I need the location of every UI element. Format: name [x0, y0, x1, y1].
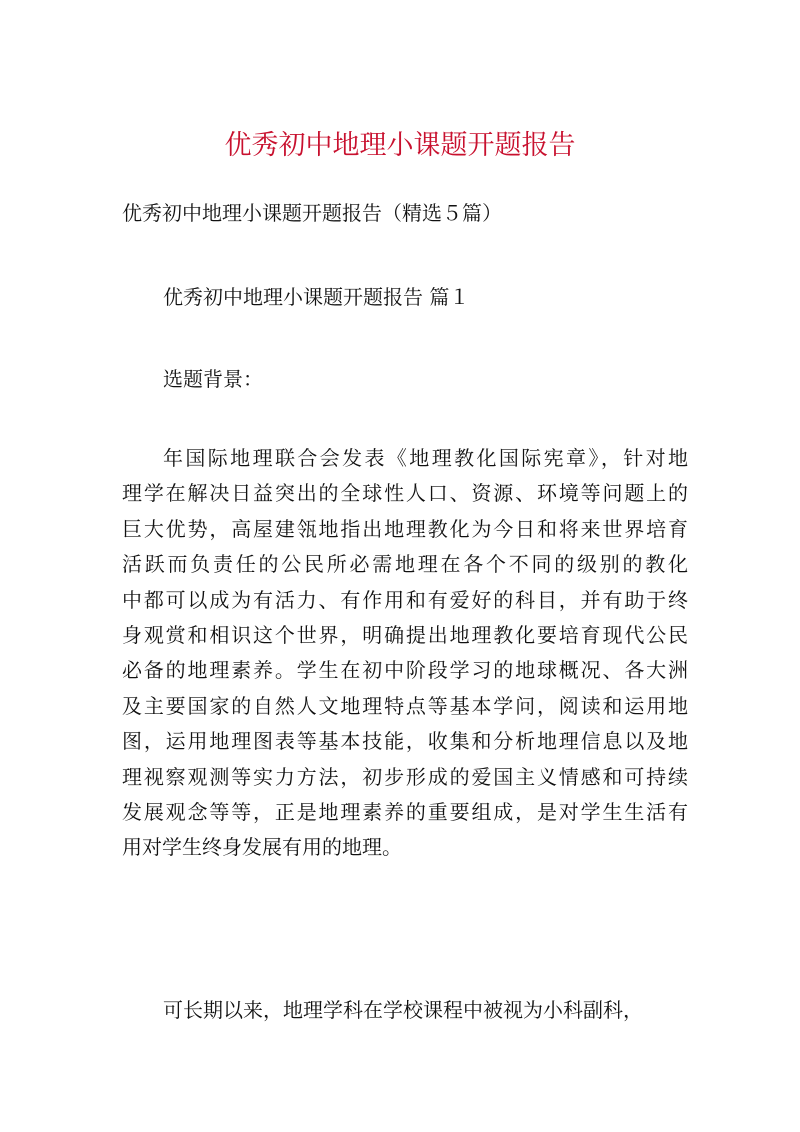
- paragraph-line: 理学在解决日益突出的全球性人口、资源、环境等问题上的: [122, 481, 688, 506]
- paragraph-line: 身观赏和相识这个世界，明确提出地理教化要培育现代公民: [122, 623, 688, 648]
- paragraph-line: 发展观念等等，正是地理素养的重要组成，是对学生生活有: [122, 800, 688, 825]
- paragraph-line: 图，运用地理图表等基本技能，收集和分析地理信息以及地: [122, 729, 688, 754]
- document-title: 优秀初中地理小课题开题报告: [224, 130, 576, 161]
- background-label: 选题背景：: [163, 367, 263, 391]
- paragraph-line: 巨大优势，高屋建瓴地指出地理教化为今日和将来世界培育: [122, 516, 688, 541]
- paragraph-background: [122, 441, 688, 866]
- paragraph-line: 理视察观测等实力方法，初步形成的爱国主义情感和可持续: [122, 764, 688, 789]
- paragraph-line: 用对学生终身发展有用的地理。: [122, 835, 402, 860]
- paragraph-line: 中都可以成为有活力、有作用和有爱好的科目，并有助于终: [122, 587, 688, 612]
- section-heading: 优秀初中地理小课题开题报告 篇１: [163, 285, 470, 309]
- paragraph-line: 及主要国家的自然人文地理特点等基本学问，阅读和运用地: [122, 693, 688, 718]
- paragraph-line: 年国际地理联合会发表《地理教化国际宪章》，针对地: [163, 446, 688, 470]
- paragraph-continuation: [122, 993, 688, 1028]
- paragraph-line: 可长期以来，地理学科在学校课程中被视为小科副科，: [163, 998, 643, 1022]
- paragraph-line: 必备的地理素养。学生在初中阶段学习的地球概况、各大洲: [122, 658, 688, 683]
- document-subtitle: 优秀初中地理小课题开题报告（精选５篇）: [122, 201, 502, 225]
- paragraph-line: 活跃而负责任的公民所必需地理在各个不同的级别的教化: [122, 552, 688, 577]
